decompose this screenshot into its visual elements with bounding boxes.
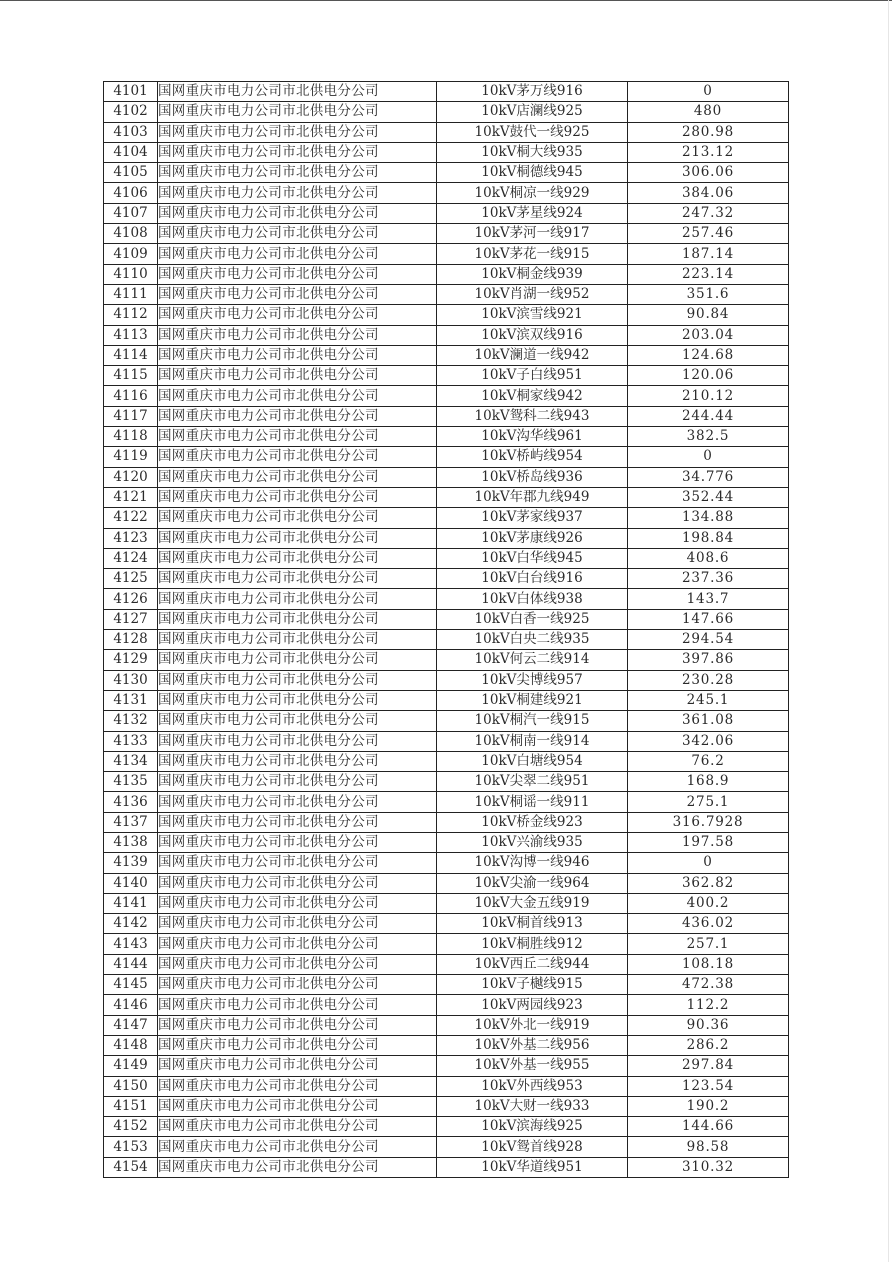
- company-name-cell: 国网重庆市电力公司市北供电分公司: [158, 122, 437, 142]
- row-number-cell: 4131: [104, 690, 158, 710]
- table-row: [104, 914, 789, 934]
- row-number-cell: 4102: [104, 102, 158, 122]
- value-cell: 352.44: [628, 487, 789, 507]
- row-number-cell: 4149: [104, 1056, 158, 1076]
- feeder-line-cell: 10kV尖博线957: [437, 670, 628, 690]
- feeder-line-cell: 10kV外基二线956: [437, 1035, 628, 1055]
- row-number-cell: 4121: [104, 487, 158, 507]
- row-number-cell: 4109: [104, 244, 158, 264]
- feeder-line-cell: 10kV滨雪线921: [437, 305, 628, 325]
- feeder-line-cell: 10kV外基一线955: [437, 1056, 628, 1076]
- row-number-cell: 4145: [104, 975, 158, 995]
- row-number-cell: 4132: [104, 711, 158, 731]
- row-number-cell: 4147: [104, 1015, 158, 1035]
- row-number-cell: 4128: [104, 630, 158, 650]
- company-name-cell: 国网重庆市电力公司市北供电分公司: [158, 995, 437, 1015]
- table-row: [104, 508, 789, 528]
- value-cell: 247.32: [628, 203, 789, 223]
- row-number-cell: 4139: [104, 853, 158, 873]
- company-name-cell: 国网重庆市电力公司市北供电分公司: [158, 934, 437, 954]
- feeder-line-cell: 10kV鸳科二线943: [437, 406, 628, 426]
- value-cell: 245.1: [628, 690, 789, 710]
- company-name-cell: 国网重庆市电力公司市北供电分公司: [158, 487, 437, 507]
- feeder-line-cell: 10kV年郡九线949: [437, 487, 628, 507]
- value-cell: 297.84: [628, 1056, 789, 1076]
- value-cell: 351.6: [628, 284, 789, 304]
- row-number-cell: 4143: [104, 934, 158, 954]
- company-name-cell: 国网重庆市电力公司市北供电分公司: [158, 467, 437, 487]
- row-number-cell: 4151: [104, 1096, 158, 1116]
- value-cell: 237.36: [628, 569, 789, 589]
- table-body: [104, 82, 789, 1178]
- table-row: [104, 122, 789, 142]
- row-number-cell: 4110: [104, 264, 158, 284]
- feeder-line-cell: 10kV桥岛线936: [437, 467, 628, 487]
- value-cell: 362.82: [628, 873, 789, 893]
- company-name-cell: 国网重庆市电力公司市北供电分公司: [158, 264, 437, 284]
- data-table: [103, 81, 789, 1178]
- company-name-cell: 国网重庆市电力公司市北供电分公司: [158, 731, 437, 751]
- table-row: [104, 934, 789, 954]
- company-name-cell: 国网重庆市电力公司市北供电分公司: [158, 447, 437, 467]
- table-row: [104, 406, 789, 426]
- row-number-cell: 4122: [104, 508, 158, 528]
- feeder-line-cell: 10kV白体线938: [437, 589, 628, 609]
- value-cell: 134.88: [628, 508, 789, 528]
- table-row: [104, 284, 789, 304]
- feeder-line-cell: 10kV大财一线933: [437, 1096, 628, 1116]
- table-row: [104, 528, 789, 548]
- value-cell: 0: [628, 82, 789, 102]
- feeder-line-cell: 10kV沟华线961: [437, 427, 628, 447]
- value-cell: 168.9: [628, 772, 789, 792]
- table-row: [104, 630, 789, 650]
- feeder-line-cell: 10kV桐胜线912: [437, 934, 628, 954]
- row-number-cell: 4111: [104, 284, 158, 304]
- feeder-line-cell: 10kV华道线951: [437, 1157, 628, 1177]
- value-cell: 143.7: [628, 589, 789, 609]
- feeder-line-cell: 10kV桐金线939: [437, 264, 628, 284]
- company-name-cell: 国网重庆市电力公司市北供电分公司: [158, 569, 437, 589]
- company-name-cell: 国网重庆市电力公司市北供电分公司: [158, 812, 437, 832]
- feeder-line-cell: 10kV桐汽一线915: [437, 711, 628, 731]
- value-cell: 257.1: [628, 934, 789, 954]
- feeder-line-cell: 10kV两园线923: [437, 995, 628, 1015]
- page-right-edge: [888, 0, 889, 1262]
- table-row: [104, 670, 789, 690]
- value-cell: 112.2: [628, 995, 789, 1015]
- table-row: [104, 224, 789, 244]
- feeder-line-cell: 10kV茅河一线917: [437, 224, 628, 244]
- table-row: [104, 183, 789, 203]
- table-row: [104, 1076, 789, 1096]
- value-cell: 123.54: [628, 1076, 789, 1096]
- row-number-cell: 4120: [104, 467, 158, 487]
- page-top-rule: [0, 0, 892, 1]
- company-name-cell: 国网重庆市电力公司市北供电分公司: [158, 1157, 437, 1177]
- company-name-cell: 国网重庆市电力公司市北供电分公司: [158, 1096, 437, 1116]
- company-name-cell: 国网重庆市电力公司市北供电分公司: [158, 102, 437, 122]
- row-number-cell: 4130: [104, 670, 158, 690]
- value-cell: 210.12: [628, 386, 789, 406]
- row-number-cell: 4115: [104, 366, 158, 386]
- feeder-line-cell: 10kV沟博一线946: [437, 853, 628, 873]
- value-cell: 480: [628, 102, 789, 122]
- table-row: [104, 731, 789, 751]
- feeder-line-cell: 10kV茅家线937: [437, 508, 628, 528]
- row-number-cell: 4116: [104, 386, 158, 406]
- company-name-cell: 国网重庆市电力公司市北供电分公司: [158, 284, 437, 304]
- row-number-cell: 4104: [104, 142, 158, 162]
- value-cell: 244.44: [628, 406, 789, 426]
- row-number-cell: 4135: [104, 772, 158, 792]
- row-number-cell: 4136: [104, 792, 158, 812]
- table-row: [104, 609, 789, 629]
- table-row: [104, 1035, 789, 1055]
- value-cell: 34.776: [628, 467, 789, 487]
- table-row: [104, 893, 789, 913]
- company-name-cell: 国网重庆市电力公司市北供电分公司: [158, 609, 437, 629]
- value-cell: 124.68: [628, 345, 789, 365]
- value-cell: 384.06: [628, 183, 789, 203]
- table-row: [104, 82, 789, 102]
- feeder-line-cell: 10kV桐大线935: [437, 142, 628, 162]
- feeder-line-cell: 10kV子樾线915: [437, 975, 628, 995]
- company-name-cell: 国网重庆市电力公司市北供电分公司: [158, 1015, 437, 1035]
- feeder-line-cell: 10kV茅康线926: [437, 528, 628, 548]
- table-row: [104, 325, 789, 345]
- row-number-cell: 4144: [104, 954, 158, 974]
- feeder-line-cell: 10kV白香一线925: [437, 609, 628, 629]
- feeder-line-cell: 10kV鼓代一线925: [437, 122, 628, 142]
- company-name-cell: 国网重庆市电力公司市北供电分公司: [158, 650, 437, 670]
- table-row: [104, 711, 789, 731]
- row-number-cell: 4140: [104, 873, 158, 893]
- value-cell: 197.58: [628, 832, 789, 852]
- row-number-cell: 4113: [104, 325, 158, 345]
- value-cell: 190.2: [628, 1096, 789, 1116]
- value-cell: 98.58: [628, 1137, 789, 1157]
- value-cell: 408.6: [628, 548, 789, 568]
- company-name-cell: 国网重庆市电力公司市北供电分公司: [158, 690, 437, 710]
- row-number-cell: 4105: [104, 163, 158, 183]
- table-row: [104, 1117, 789, 1137]
- table-row: [104, 569, 789, 589]
- table-row: [104, 832, 789, 852]
- company-name-cell: 国网重庆市电力公司市北供电分公司: [158, 203, 437, 223]
- value-cell: 397.86: [628, 650, 789, 670]
- company-name-cell: 国网重庆市电力公司市北供电分公司: [158, 853, 437, 873]
- row-number-cell: 4106: [104, 183, 158, 203]
- company-name-cell: 国网重庆市电力公司市北供电分公司: [158, 345, 437, 365]
- table-row: [104, 995, 789, 1015]
- feeder-line-cell: 10kV茅星线924: [437, 203, 628, 223]
- company-name-cell: 国网重庆市电力公司市北供电分公司: [158, 914, 437, 934]
- feeder-line-cell: 10kV兴渝线935: [437, 832, 628, 852]
- table-row: [104, 954, 789, 974]
- feeder-line-cell: 10kV何云二线914: [437, 650, 628, 670]
- table-row: [104, 873, 789, 893]
- feeder-line-cell: 10kV桐凉一线929: [437, 183, 628, 203]
- feeder-line-cell: 10kV尖翠二线951: [437, 772, 628, 792]
- row-number-cell: 4148: [104, 1035, 158, 1055]
- table-row: [104, 102, 789, 122]
- table-row: [104, 244, 789, 264]
- table-row: [104, 650, 789, 670]
- row-number-cell: 4119: [104, 447, 158, 467]
- row-number-cell: 4103: [104, 122, 158, 142]
- row-number-cell: 4146: [104, 995, 158, 1015]
- company-name-cell: 国网重庆市电力公司市北供电分公司: [158, 305, 437, 325]
- table-row: [104, 345, 789, 365]
- feeder-line-cell: 10kV桥金线923: [437, 812, 628, 832]
- feeder-line-cell: 10kV白塘线954: [437, 751, 628, 771]
- feeder-line-cell: 10kV茅花一线915: [437, 244, 628, 264]
- feeder-line-cell: 10kV桐谣一线911: [437, 792, 628, 812]
- table-row: [104, 264, 789, 284]
- feeder-line-cell: 10kV桐家线942: [437, 386, 628, 406]
- value-cell: 187.14: [628, 244, 789, 264]
- table-row: [104, 386, 789, 406]
- row-number-cell: 4124: [104, 548, 158, 568]
- value-cell: 316.7928: [628, 812, 789, 832]
- table-row: [104, 1096, 789, 1116]
- feeder-line-cell: 10kV肖湖一线952: [437, 284, 628, 304]
- row-number-cell: 4108: [104, 224, 158, 244]
- feeder-line-cell: 10kV白华线945: [437, 548, 628, 568]
- row-number-cell: 4154: [104, 1157, 158, 1177]
- table-row: [104, 427, 789, 447]
- value-cell: 306.06: [628, 163, 789, 183]
- table-row: [104, 772, 789, 792]
- row-number-cell: 4129: [104, 650, 158, 670]
- company-name-cell: 国网重庆市电力公司市北供电分公司: [158, 508, 437, 528]
- table-row: [104, 792, 789, 812]
- company-name-cell: 国网重庆市电力公司市北供电分公司: [158, 1076, 437, 1096]
- company-name-cell: 国网重庆市电力公司市北供电分公司: [158, 1137, 437, 1157]
- table-row: [104, 467, 789, 487]
- value-cell: 310.32: [628, 1157, 789, 1177]
- value-cell: 286.2: [628, 1035, 789, 1055]
- table-row: [104, 1015, 789, 1035]
- value-cell: 203.04: [628, 325, 789, 345]
- company-name-cell: 国网重庆市电力公司市北供电分公司: [158, 325, 437, 345]
- table-row: [104, 203, 789, 223]
- company-name-cell: 国网重庆市电力公司市北供电分公司: [158, 954, 437, 974]
- value-cell: 198.84: [628, 528, 789, 548]
- row-number-cell: 4118: [104, 427, 158, 447]
- value-cell: 342.06: [628, 731, 789, 751]
- value-cell: 120.06: [628, 366, 789, 386]
- feeder-line-cell: 10kV外北一线919: [437, 1015, 628, 1035]
- table-row: [104, 1056, 789, 1076]
- row-number-cell: 4150: [104, 1076, 158, 1096]
- feeder-line-cell: 10kV桐首线913: [437, 914, 628, 934]
- company-name-cell: 国网重庆市电力公司市北供电分公司: [158, 183, 437, 203]
- row-number-cell: 4134: [104, 751, 158, 771]
- company-name-cell: 国网重庆市电力公司市北供电分公司: [158, 528, 437, 548]
- row-number-cell: 4101: [104, 82, 158, 102]
- feeder-line-cell: 10kV桐德线945: [437, 163, 628, 183]
- company-name-cell: 国网重庆市电力公司市北供电分公司: [158, 224, 437, 244]
- value-cell: 436.02: [628, 914, 789, 934]
- company-name-cell: 国网重庆市电力公司市北供电分公司: [158, 893, 437, 913]
- value-cell: 0: [628, 447, 789, 467]
- table-row: [104, 589, 789, 609]
- company-name-cell: 国网重庆市电力公司市北供电分公司: [158, 792, 437, 812]
- row-number-cell: 4138: [104, 832, 158, 852]
- value-cell: 108.18: [628, 954, 789, 974]
- row-number-cell: 4152: [104, 1117, 158, 1137]
- table-row: [104, 548, 789, 568]
- company-name-cell: 国网重庆市电力公司市北供电分公司: [158, 1035, 437, 1055]
- company-name-cell: 国网重庆市电力公司市北供电分公司: [158, 630, 437, 650]
- feeder-line-cell: 10kV桐南一线914: [437, 731, 628, 751]
- value-cell: 76.2: [628, 751, 789, 771]
- feeder-line-cell: 10kV白央二线935: [437, 630, 628, 650]
- company-name-cell: 国网重庆市电力公司市北供电分公司: [158, 427, 437, 447]
- value-cell: 361.08: [628, 711, 789, 731]
- company-name-cell: 国网重庆市电力公司市北供电分公司: [158, 1056, 437, 1076]
- value-cell: 144.66: [628, 1117, 789, 1137]
- feeder-line-cell: 10kV滨海线925: [437, 1117, 628, 1137]
- company-name-cell: 国网重庆市电力公司市北供电分公司: [158, 975, 437, 995]
- company-name-cell: 国网重庆市电力公司市北供电分公司: [158, 772, 437, 792]
- company-name-cell: 国网重庆市电力公司市北供电分公司: [158, 366, 437, 386]
- value-cell: 275.1: [628, 792, 789, 812]
- row-number-cell: 4142: [104, 914, 158, 934]
- company-name-cell: 国网重庆市电力公司市北供电分公司: [158, 832, 437, 852]
- company-name-cell: 国网重庆市电力公司市北供电分公司: [158, 751, 437, 771]
- value-cell: 147.66: [628, 609, 789, 629]
- row-number-cell: 4117: [104, 406, 158, 426]
- table-row: [104, 163, 789, 183]
- row-number-cell: 4126: [104, 589, 158, 609]
- value-cell: 472.38: [628, 975, 789, 995]
- value-cell: 230.28: [628, 670, 789, 690]
- feeder-line-cell: 10kV鸳首线928: [437, 1137, 628, 1157]
- table-row: [104, 142, 789, 162]
- row-number-cell: 4107: [104, 203, 158, 223]
- company-name-cell: 国网重庆市电力公司市北供电分公司: [158, 1117, 437, 1137]
- table-row: [104, 366, 789, 386]
- feeder-line-cell: 10kV尖渝一线964: [437, 873, 628, 893]
- table-row: [104, 751, 789, 771]
- value-cell: 400.2: [628, 893, 789, 913]
- feeder-line-cell: 10kV滨双线916: [437, 325, 628, 345]
- value-cell: 0: [628, 853, 789, 873]
- feeder-line-cell: 10kV白台线916: [437, 569, 628, 589]
- feeder-line-cell: 10kV店澜线925: [437, 102, 628, 122]
- company-name-cell: 国网重庆市电力公司市北供电分公司: [158, 711, 437, 731]
- table-row: [104, 690, 789, 710]
- row-number-cell: 4133: [104, 731, 158, 751]
- feeder-line-cell: 10kV桥屿线954: [437, 447, 628, 467]
- table-row: [104, 1137, 789, 1157]
- company-name-cell: 国网重庆市电力公司市北供电分公司: [158, 589, 437, 609]
- table-row: [104, 1157, 789, 1177]
- row-number-cell: 4153: [104, 1137, 158, 1157]
- company-name-cell: 国网重庆市电力公司市北供电分公司: [158, 244, 437, 264]
- value-cell: 223.14: [628, 264, 789, 284]
- table-row: [104, 853, 789, 873]
- feeder-line-cell: 10kV大金五线919: [437, 893, 628, 913]
- row-number-cell: 4127: [104, 609, 158, 629]
- row-number-cell: 4112: [104, 305, 158, 325]
- company-name-cell: 国网重庆市电力公司市北供电分公司: [158, 406, 437, 426]
- feeder-line-cell: 10kV外西线953: [437, 1076, 628, 1096]
- table-row: [104, 305, 789, 325]
- value-cell: 294.54: [628, 630, 789, 650]
- value-cell: 90.36: [628, 1015, 789, 1035]
- row-number-cell: 4137: [104, 812, 158, 832]
- feeder-line-cell: 10kV茅万线916: [437, 82, 628, 102]
- row-number-cell: 4125: [104, 569, 158, 589]
- row-number-cell: 4123: [104, 528, 158, 548]
- value-cell: 213.12: [628, 142, 789, 162]
- table-row: [104, 812, 789, 832]
- feeder-line-cell: 10kV桐建线921: [437, 690, 628, 710]
- feeder-line-cell: 10kV子白线951: [437, 366, 628, 386]
- feeder-line-cell: 10kV澜道一线942: [437, 345, 628, 365]
- table-row: [104, 487, 789, 507]
- table-row: [104, 975, 789, 995]
- company-name-cell: 国网重庆市电力公司市北供电分公司: [158, 386, 437, 406]
- feeder-line-cell: 10kV西丘二线944: [437, 954, 628, 974]
- value-cell: 280.98: [628, 122, 789, 142]
- company-name-cell: 国网重庆市电力公司市北供电分公司: [158, 82, 437, 102]
- company-name-cell: 国网重庆市电力公司市北供电分公司: [158, 873, 437, 893]
- row-number-cell: 4141: [104, 893, 158, 913]
- table-row: [104, 447, 789, 467]
- row-number-cell: 4114: [104, 345, 158, 365]
- value-cell: 382.5: [628, 427, 789, 447]
- company-name-cell: 国网重庆市电力公司市北供电分公司: [158, 142, 437, 162]
- company-name-cell: 国网重庆市电力公司市北供电分公司: [158, 548, 437, 568]
- company-name-cell: 国网重庆市电力公司市北供电分公司: [158, 163, 437, 183]
- company-name-cell: 国网重庆市电力公司市北供电分公司: [158, 670, 437, 690]
- value-cell: 257.46: [628, 224, 789, 244]
- value-cell: 90.84: [628, 305, 789, 325]
